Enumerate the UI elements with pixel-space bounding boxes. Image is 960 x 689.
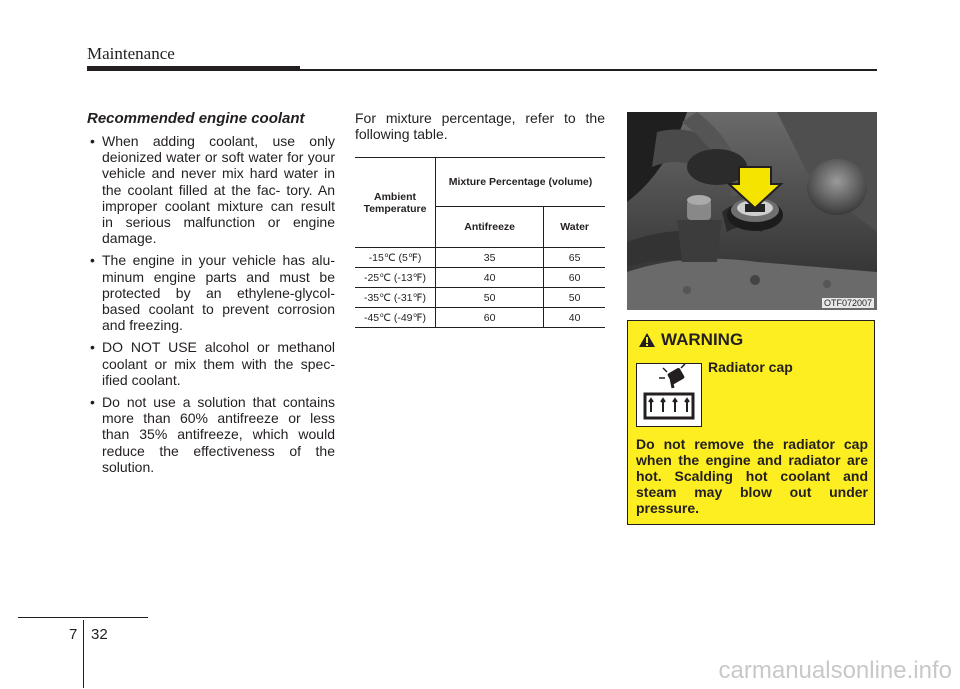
engine-photo (627, 112, 877, 310)
list-item-text: When adding coolant, use only deionized water or soft water for your vehicle and never mix hard water in the coolant filled at the fac- tory. An improper coolant mixture can result in serious malfunction or engine damage. (102, 133, 335, 247)
footer-page-number: 32 (91, 626, 108, 643)
footer-rule (18, 617, 148, 618)
warning-box (627, 320, 875, 525)
cell-temp: -15℃ (5℉) (355, 248, 436, 268)
bullet-glyph: • (90, 133, 95, 149)
section-heading: Recommended engine coolant (87, 110, 305, 127)
radiator-cap-hot-icon (636, 363, 702, 427)
cell-water: 60 (544, 268, 605, 288)
cell-antifreeze: 40 (436, 268, 544, 288)
cell-temp: -35℃ (-31℉) (355, 288, 436, 308)
cell-antifreeze: 50 (436, 288, 544, 308)
footer-chapter: 7 (69, 626, 78, 643)
cell-water: 50 (544, 288, 605, 308)
footer-divider (83, 620, 84, 688)
mixture-intro: For mixture percentage, refer to the following table. (355, 110, 605, 143)
bullet-glyph: • (90, 339, 95, 356)
header-antifreeze: Antifreeze (436, 207, 544, 248)
hot-steam-icon (637, 364, 701, 426)
table-row (355, 268, 605, 288)
header-rule-thin (300, 69, 877, 71)
list-item (87, 252, 335, 333)
cell-antifreeze: 60 (436, 308, 544, 328)
table-row (355, 308, 605, 328)
list-item-text: DO NOT USE alcohol or methanol coolant or mix them with the spec- ified coolant. (102, 339, 335, 388)
bullet-glyph: • (90, 394, 95, 411)
warning-triangle-icon (638, 332, 656, 348)
header-title: Maintenance (87, 44, 175, 63)
warning-title (638, 330, 743, 350)
header-ambient: Ambient Temperature (355, 158, 436, 248)
list-item-text: Do not use a solution that contains more than 60% antifreeze or less than 35% antifreeze, which would reduce the effectiveness of the solution. (102, 394, 335, 475)
table-row (355, 248, 605, 268)
list-item-text: The engine in your vehicle has alu- minum engine parts and must be protected by an ethylene-glycol- based coolant to prevent corrosion and freezing. (102, 252, 335, 334)
cell-water: 40 (544, 308, 605, 328)
watermark: carmanualsonline.info (718, 657, 952, 684)
coolant-section (87, 110, 335, 481)
warning-subtitle: Radiator cap (708, 359, 793, 375)
table-row (355, 288, 605, 308)
warning-body: Do not remove the radiator cap when the engine and radiator are hot. Scalding hot coolant and steam may blow out under pressure. (636, 436, 868, 516)
warning-title-text: WARNING (661, 330, 744, 349)
header-mixture: Mixture Percentage (volume) (436, 158, 606, 207)
list-item (87, 339, 335, 388)
bullet-glyph: • (90, 252, 95, 269)
header-rule-thick (87, 66, 300, 71)
cell-temp: -45℃ (-49℉) (355, 308, 436, 328)
cell-temp: -25℃ (-13℉) (355, 268, 436, 288)
photo-caption: OTF072007 (823, 298, 872, 308)
list-item (87, 394, 335, 475)
list-item (87, 133, 335, 246)
cell-water: 65 (544, 248, 605, 268)
bullet-list (87, 133, 335, 475)
mixture-section (355, 110, 605, 142)
cell-antifreeze: 35 (436, 248, 544, 268)
engine-bay-illustration (627, 112, 877, 310)
header-water: Water (544, 207, 605, 248)
mixture-table (355, 157, 605, 328)
